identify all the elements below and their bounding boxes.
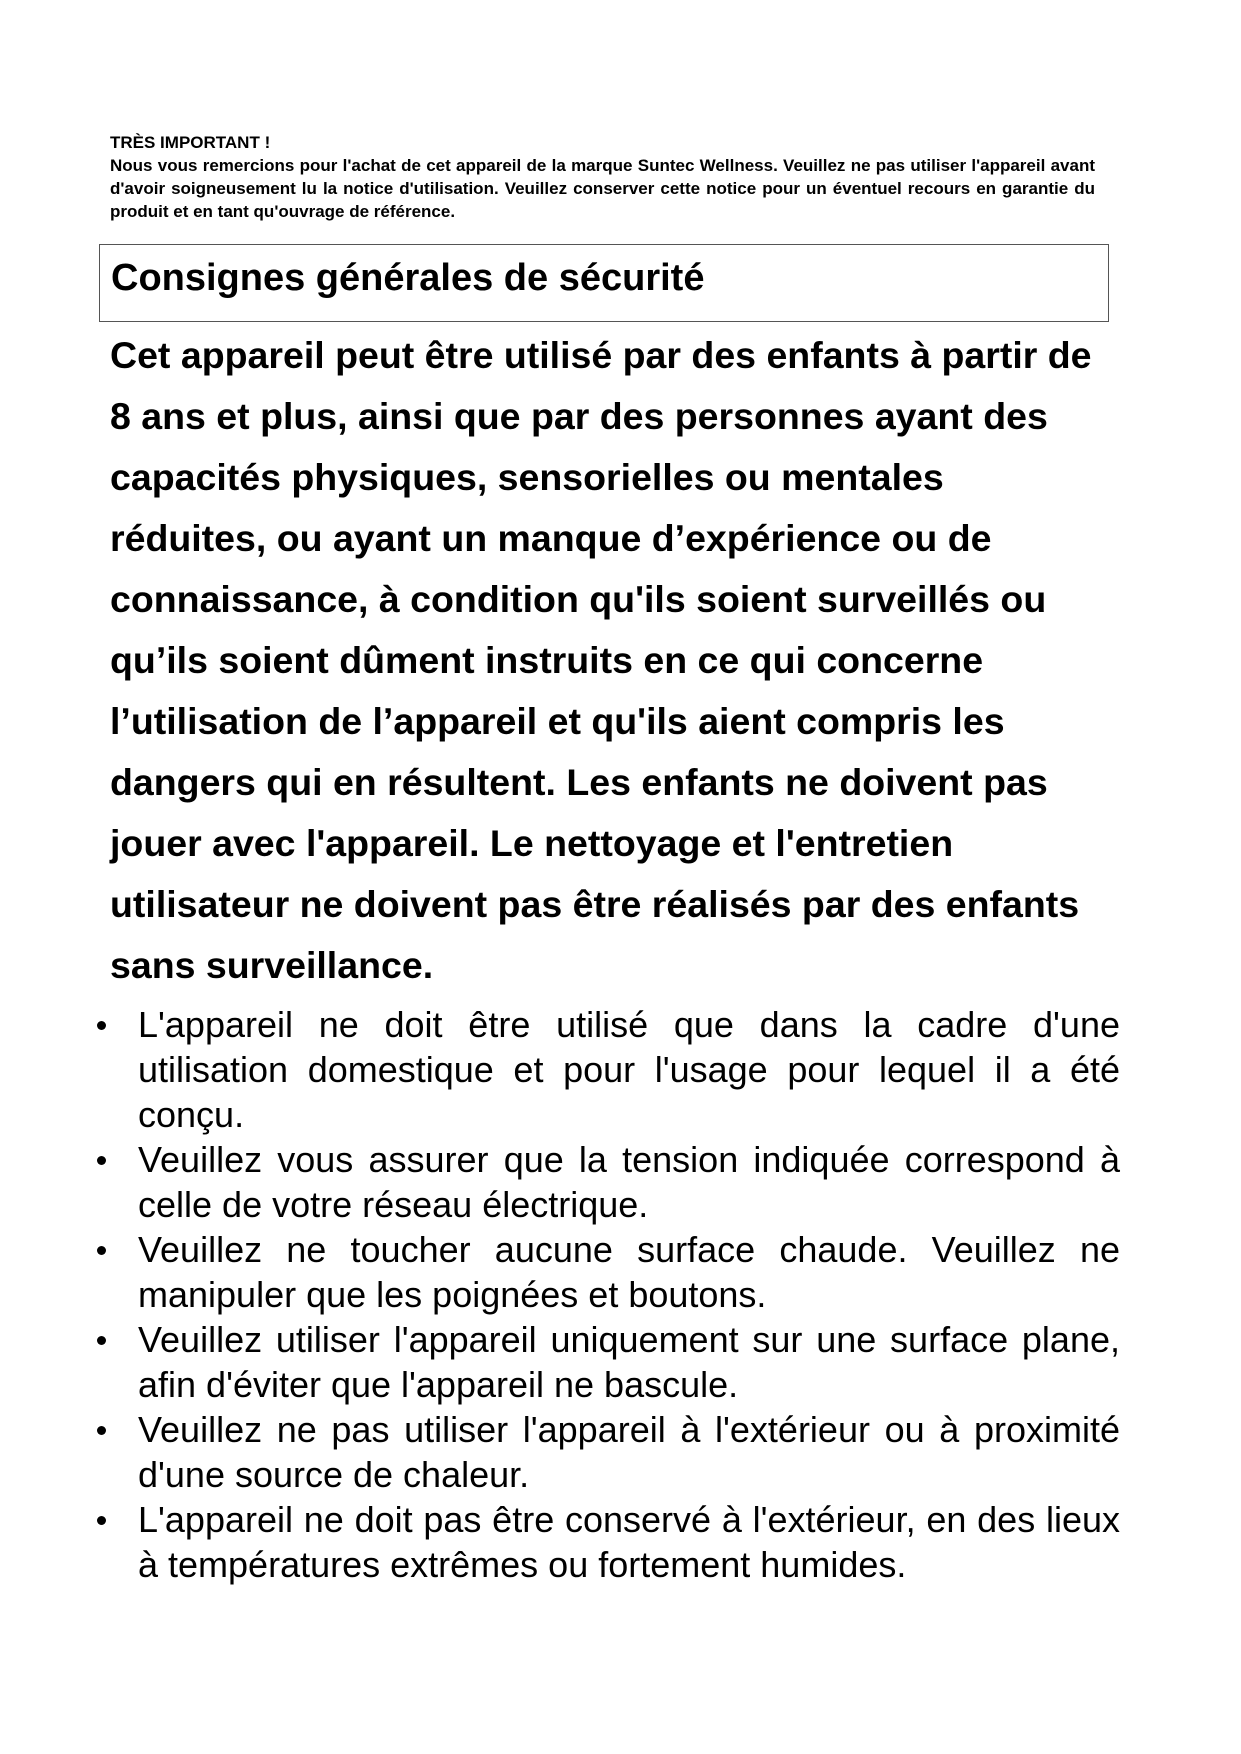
bullet-dot-icon xyxy=(97,1021,106,1030)
list-item-text: Veuillez vous assurer que la tension indiquée correspond à celle de votre réseau électrique. xyxy=(138,1139,1120,1225)
list-item-text: L'appareil ne doit être utilisé que dans la cadre d'une utilisation domestique et pour l'usage pour lequel il a été conçu. xyxy=(138,1004,1120,1135)
list-item xyxy=(95,1137,1120,1227)
safety-warning-paragraph: Cet appareil peut être utilisé par des enfants à partir de 8 ans et plus, ainsi que par des personnes ayant des capacités physiques, sensorielles ou mentales réduites, ou ayant un manque d’expérience ou de connaissance, à condition qu'ils soient surveillés ou qu’ils soient dûment instruits en ce qui concerne l’utilisation de l’appareil et qu'ils aient compris les dangers qui en résultent. Les enfants ne doivent pas jouer avec l'appareil. Le nettoyage et l'entretien utilisateur ne doivent pas être réalisés par des enfants sans surveillance. xyxy=(110,334,1092,986)
bullet-dot-icon xyxy=(97,1156,106,1165)
bullet-dot-icon xyxy=(97,1516,106,1525)
safety-bullet-list xyxy=(95,1002,1120,1587)
list-item-text: Veuillez utiliser l'appareil uniquement sur une surface plane, afin d'éviter que l'appareil ne bascule. xyxy=(138,1319,1120,1405)
list-item-text: L'appareil ne doit pas être conservé à l'extérieur, en des lieux à températures extrêmes ou fortement humides. xyxy=(138,1499,1120,1585)
intro-heading: TRÈS IMPORTANT ! xyxy=(110,133,271,152)
intro-text: Nous vous remercions pour l'achat de cet appareil de la marque Suntec Wellness. Veuillez ne pas utiliser l'appareil avant d'avoir soigneusement lu la notice d'utilisation. Veuillez conserver cette notice pour un éventuel recours en garantie du produit et en tant qu'ouvrage de référence. xyxy=(110,156,1095,221)
list-item xyxy=(95,1002,1120,1137)
bullet-dot-icon xyxy=(97,1246,106,1255)
list-item xyxy=(95,1317,1120,1407)
list-item xyxy=(95,1497,1120,1587)
bullet-dot-icon xyxy=(97,1426,106,1435)
list-item xyxy=(95,1227,1120,1317)
section-title-box xyxy=(99,244,1109,322)
intro-notice xyxy=(110,131,1095,223)
list-item-text: Veuillez ne toucher aucune surface chaude. Veuillez ne manipuler que les poignées et boutons. xyxy=(138,1229,1120,1315)
list-item xyxy=(95,1407,1120,1497)
section-title: Consignes générales de sécurité xyxy=(111,257,705,299)
bullet-dot-icon xyxy=(97,1336,106,1345)
list-item-text: Veuillez ne pas utiliser l'appareil à l'extérieur ou à proximité d'une source de chaleur. xyxy=(138,1409,1120,1495)
